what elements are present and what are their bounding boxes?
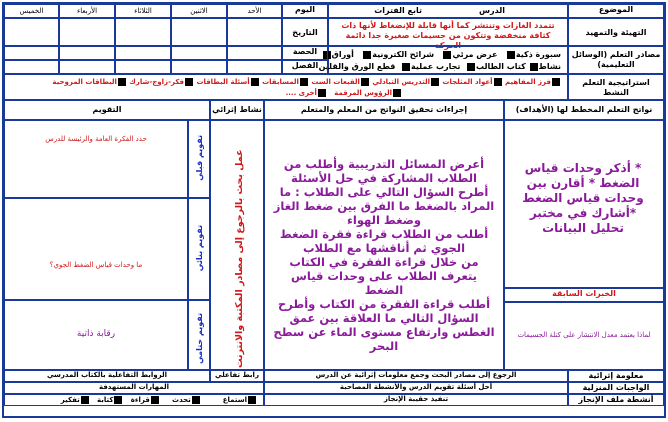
pre-assessment-label: تقويم قبلي [195, 135, 204, 181]
enrichment-info-label: معلومة إثرائية [588, 371, 644, 380]
class-label-cell [282, 60, 328, 74]
skill-item: استماع [222, 396, 247, 404]
intro-text: تتمدد الغازات وتنتشر كما أنها قابلة للإنضغاط لأنها ذات كثافة منخفضة وتتكون من جسيمات صغيرة جدا دائمة الحركة [341, 21, 555, 50]
procedure-line: أطلب من الطلاب قراءة فقرة الضغط الجوي ثم أناقشها مع الطلاب [279, 227, 489, 255]
resources-cell [318, 46, 568, 74]
skill-item: كتابة [97, 396, 114, 404]
enrichment-info-label-cell [568, 370, 664, 382]
checkbox-icon[interactable] [443, 51, 451, 59]
checkbox-icon[interactable] [114, 396, 122, 404]
day-label-cell [282, 4, 328, 18]
final-assessment-text: رقابة ذاتية [76, 329, 116, 339]
final-assessment-label: تقويم ختامي [195, 313, 204, 364]
day-label: اليوم [295, 5, 315, 14]
strategy-item: أسئلة البطاقات [196, 78, 250, 86]
skill-item: قراءة [130, 396, 150, 404]
date-cell[interactable] [4, 18, 59, 46]
final-assessment-label-cell [188, 300, 210, 370]
class-cell[interactable] [171, 60, 227, 74]
enrichment-cell [210, 120, 264, 370]
outcomes-header-label: نواتج التعلم المخطط لها (الأهداف) [515, 105, 653, 114]
prior-label: الخبرات السابقة [552, 289, 616, 298]
resource-item: تجارب عملية [410, 62, 461, 71]
date-cells-row [4, 18, 282, 46]
homework-label: الواجبات المنزلية [582, 383, 650, 392]
procedures-header-label: إجراءات تحقيق النواتج من المعلم والمتعلم [300, 105, 468, 114]
period-cell[interactable] [115, 46, 171, 60]
skills-cell [4, 394, 264, 406]
outcomes-header [504, 100, 664, 120]
checkbox-icon[interactable] [248, 396, 256, 404]
class-cell[interactable] [4, 60, 59, 74]
checkbox-icon[interactable] [151, 396, 159, 404]
checkbox-icon[interactable] [251, 78, 259, 86]
day-cell: الأحد [227, 4, 282, 18]
class-cell[interactable] [227, 60, 282, 74]
day-cell: الخميس [4, 4, 59, 18]
outcomes-text: * أذكر وحدات قياس الضغط * أقارن بين وحدات قياس الضغط *أشارك في مختبر تحليل البيانات [522, 161, 644, 235]
strategy-item: الرؤوس المرقمة [334, 89, 392, 97]
skills-list [61, 396, 257, 405]
formative-assessment-label-cell [188, 198, 210, 300]
days-row [4, 4, 282, 18]
resource-item: كتاب الطالب [475, 62, 526, 71]
assessment-header [4, 100, 210, 120]
skills-label-cell [4, 382, 264, 394]
interactive-link-cell [4, 370, 210, 382]
class-cell[interactable] [59, 60, 115, 74]
enrichment-header-label: نشاط إثرائي [212, 105, 262, 114]
date-cell[interactable] [171, 18, 227, 46]
date-label: التاريخ [292, 28, 318, 37]
checkbox-icon[interactable] [300, 78, 308, 86]
checkbox-icon[interactable] [467, 63, 475, 71]
period-cell[interactable] [227, 46, 282, 60]
intro-label-cell [568, 18, 664, 46]
checkbox-icon[interactable] [318, 89, 326, 97]
strategy-item: فرز المفاهيم [505, 78, 551, 86]
procedure-line: أطلب قراءة الفقرة من الكتاب وأطرح السؤال التالي ما العلاقة بين عمق الغطس وارتفاع مستوى الماء عن سطح البحر [273, 297, 495, 353]
resource-item: شرائح الكترونية [372, 50, 435, 59]
enrichment-info-cell [264, 370, 568, 382]
skills-label: المهارات المستهدفة [98, 383, 170, 391]
checkbox-icon[interactable] [530, 63, 538, 71]
interactive-link-text[interactable]: الروابط التفاعلية بالكتاب المدرسي [46, 371, 168, 379]
homework-label-cell [568, 382, 664, 394]
strategies-row-2 [286, 89, 402, 98]
checkbox-icon[interactable] [494, 78, 502, 86]
date-cell[interactable] [115, 18, 171, 46]
checkbox-icon[interactable] [507, 51, 515, 59]
strategy-item: القبعات الست [311, 78, 360, 86]
strategies-cell [4, 74, 568, 100]
lesson-series-label: تابع الفترات [374, 6, 422, 15]
interactive-link-label-cell [210, 370, 264, 382]
final-assessment-cell [4, 300, 188, 370]
class-cell[interactable] [115, 60, 171, 74]
strategies-label-cell [568, 74, 664, 100]
resources-label-cell [568, 46, 664, 74]
period-cell[interactable] [59, 46, 115, 60]
checkbox-icon[interactable] [363, 51, 371, 59]
skill-item: تحدث [172, 396, 191, 404]
formative-assessment-cell [4, 198, 188, 300]
subject-label: الموضوع [598, 5, 634, 14]
strategy-item: التدريس التبادلي [372, 78, 430, 86]
strategies-label: استراتيجية التعلم النشط [582, 78, 650, 97]
lesson-label: الدرس [478, 6, 505, 15]
strategy-item: فكر-زاوج-شارك [129, 78, 184, 86]
resource-item: قطع الورق والقلين [318, 62, 396, 71]
period-label: الحصة [292, 47, 318, 56]
day-cell: الاثنين [171, 4, 227, 18]
day-cell: الأربعاء [59, 4, 115, 18]
strategy-item: البطاقات المروحية [52, 78, 117, 86]
interactive-link-label: رابط تفاعلي [214, 371, 259, 379]
outcomes-cell [504, 120, 664, 288]
checkbox-icon[interactable] [552, 78, 560, 86]
strategy-item: أعواد المثلجات [442, 78, 493, 86]
intro-label: التهيئة والتمهيد [585, 28, 647, 37]
strategy-item: المسابقات [262, 78, 299, 86]
period-cells [4, 46, 282, 74]
day-cell: الثلاثاء [115, 4, 171, 18]
date-label-cell [282, 18, 328, 46]
assessment-header-label: التقويم [92, 105, 122, 114]
resource-item: سبورة ذكية [515, 50, 561, 59]
resources-row-1 [322, 50, 561, 60]
procedures-cell [264, 120, 504, 370]
strategy-item: أخرى .... [285, 89, 317, 97]
lesson-plan-sheet [2, 2, 666, 418]
pre-assessment-cell [4, 120, 188, 198]
formative-assessment-text: ما وحدات قياس الضغط الجوي؟ [49, 261, 143, 269]
procedures-header [264, 100, 504, 120]
resource-item: عرض مرئي [452, 50, 498, 59]
procedure-line: أطرح السؤال التالي على الطلاب : ما المراد بالضغط ما الفرق بين ضغط الغاز وضغط الهواء [273, 185, 495, 227]
homework-text: أحل أسئلة تقويم الدرس والأنشطة المصاحبة [339, 383, 493, 391]
resources-label: مصادر التعلم (الوسائل التعليمية) [571, 50, 661, 69]
class-label: الفصل [291, 61, 319, 70]
portfolio-text: تنفيذ حقيبة الإنجاز [383, 395, 449, 403]
checkbox-icon[interactable] [361, 78, 369, 86]
period-label-cell [282, 46, 328, 60]
pre-assessment-label-cell [188, 120, 210, 198]
prior-text: لماذا يعتمد معدل الانتشار على كتلة الجسيمات [517, 331, 651, 339]
strategies-row-1 [52, 78, 561, 87]
enrichment-header [210, 100, 264, 120]
enrichment-info-text: الرجوع إلى مصادر البحث وجمع معلومات إثرائية عن الدرس [315, 371, 517, 379]
portfolio-label-cell [568, 394, 664, 406]
skill-item: تفكير [60, 396, 80, 404]
checkbox-icon[interactable] [402, 63, 410, 71]
resources-row-2 [319, 62, 561, 72]
resource-item: أوراق [331, 50, 354, 59]
checkbox-icon[interactable] [431, 78, 439, 86]
homework-cell [264, 382, 568, 394]
period-cell[interactable] [171, 46, 227, 60]
period-cell[interactable] [4, 46, 59, 60]
portfolio-cell [264, 394, 568, 406]
lesson-cell [328, 4, 568, 18]
pre-assessment-text: حدد الفكرة العامة والرئيسة للدرس [45, 135, 147, 143]
checkbox-icon[interactable] [118, 78, 126, 86]
procedures-list [271, 157, 497, 353]
checkbox-icon[interactable] [393, 89, 401, 97]
date-cell[interactable] [227, 18, 282, 46]
prior-cell [504, 302, 664, 370]
procedure-line: أعرض المسائل التدريبية وأطلب من الطلاب المشاركة في حل الأسئلة [283, 157, 485, 185]
portfolio-label: أنشطة ملف الإنجاز [578, 395, 654, 404]
checkbox-icon[interactable] [192, 396, 200, 404]
resource-item: نشاط [538, 62, 561, 71]
intro-text-cell [328, 18, 568, 50]
date-cell[interactable] [59, 18, 115, 46]
prior-header [504, 288, 664, 302]
checkbox-icon[interactable] [81, 396, 89, 404]
checkbox-icon[interactable] [185, 78, 193, 86]
subject-label-cell [568, 4, 664, 18]
formative-assessment-label: تقويم بنائي [195, 225, 204, 272]
procedure-line: من خلال قراءة الفقرة في الكتاب يتعرف الطلاب على وحدات قياس الضغط [289, 255, 479, 297]
enrichment-text: عمل بحث بالرجوع إلى مصادر المكتبة والانترنت [234, 149, 245, 368]
